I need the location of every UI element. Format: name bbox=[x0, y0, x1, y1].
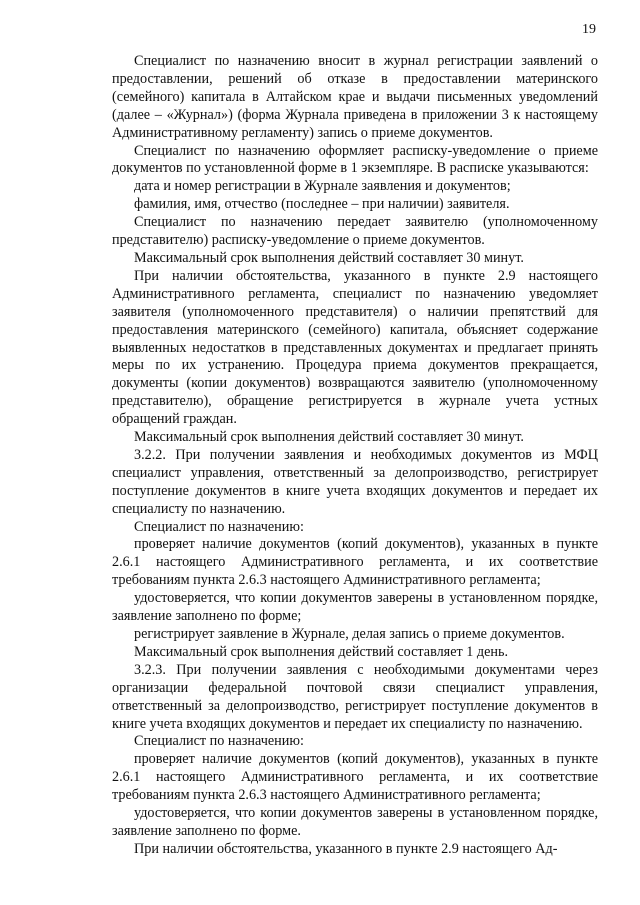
paragraph-register: регистрирует заявление в Журнале, делая запись о приеме документов. bbox=[134, 626, 565, 642]
paragraph-obstacles-continued: При наличии обстоятельства, указанного в пункте 2.9 настоящего Ад- bbox=[134, 840, 558, 857]
paragraph-specialist-b: Специалист по назначению: bbox=[134, 733, 304, 750]
paragraph-journal-entry: Специалист по назначению вносит в журнал регистрации заявлений о предоставлении, решений об отказе в предоставлении материнского (семейного) капитала в Алтайском крае и выдачи письменных уведомлений (далее – «Журнал») (форма Журнала приведена в приложении 3 к настоящему Административному регламенту) запись о приеме документов. bbox=[112, 53, 598, 141]
paragraph-3-2-2: 3.2.2. При получении заявления и необходимых документов из МФЦ специалист управления, ответственный за делопроизводство, регистрирует поступление документов в книге учета входящих документов и передает их специалисту по назначению. bbox=[112, 446, 598, 517]
paragraph-check-documents: проверяет наличие документов (копий документов), указанных в пункте 2.6.1 настоящего Административного регламента, и их соответствие требованиям пункта 2.6.3 настоящего Административного регламента; bbox=[112, 536, 598, 589]
paragraph-receipt-item-name: фамилия, имя, отчество (последнее – при наличии) заявителя. bbox=[134, 196, 510, 213]
paragraph-receipt-handover: Специалист по назначению передает заявителю (уполномоченному представителю) расписку-уведомление о приеме документов. bbox=[112, 214, 598, 249]
paragraph-verify-copies-b: удостоверяется, что копии документов заверены в установленном порядке, заявление заполнено по форме. bbox=[112, 805, 598, 839]
page-number: 19 bbox=[582, 22, 596, 37]
paragraph-receipt: Специалист по назначению оформляет расписку-уведомление о приеме документов по установленной форме в 1 экземпляре. В расписке указываются: bbox=[112, 142, 598, 177]
paragraph-check-documents-b: проверяет наличие документов (копий документов), указанных в пункте 2.6.1 настоящего Административного регламента, и их соответствие требованиям пункта 2.6.3 настоящего Административного регламента; bbox=[112, 751, 598, 804]
document-body bbox=[112, 53, 598, 859]
paragraph-max-time-1-day: Максимальный срок выполнения действий составляет 1 день. bbox=[134, 643, 509, 660]
paragraph-receipt-item-date: дата и номер регистрации в Журнале заявления и документов; bbox=[134, 178, 511, 195]
paragraph-3-2-3: 3.2.3. При получении заявления с необходимыми документами через организации федеральной почтовой связи специалист управления, ответственный за делопроизводство, регистрирует поступление документов в книге учета входящих документов и передает их специалисту по назначению. bbox=[112, 661, 598, 732]
paragraph-max-time-30-b: Максимальный срок выполнения действий составляет 30 минут. bbox=[134, 429, 524, 446]
paragraph-obstacles: При наличии обстоятельства, указанного в пункте 2.9 настоящего Административного регламента, специалист по назначению уведомляет заявителя (уполномоченного представителя) о наличии препятствий для предоставления материнского (семейного) капитала, объясняет содержание выявленных недостатков в представленных документах и предлагает принять меры по их устранению. Процедура приема документов прекращается, документы (копии документов) возвращаются заявителю (уполномоченному представителю), обращение регистрируется в журнале учета устных обращений граждан. bbox=[112, 267, 598, 428]
paragraph-max-time-30: Максимальный срок выполнения действий составляет 30 минут. bbox=[134, 249, 524, 266]
paragraph-specialist: Специалист по назначению: bbox=[134, 518, 304, 535]
paragraph-verify-copies: удостоверяется, что копии документов заверены в установленном порядке, заявление заполнено по форме; bbox=[112, 590, 598, 625]
